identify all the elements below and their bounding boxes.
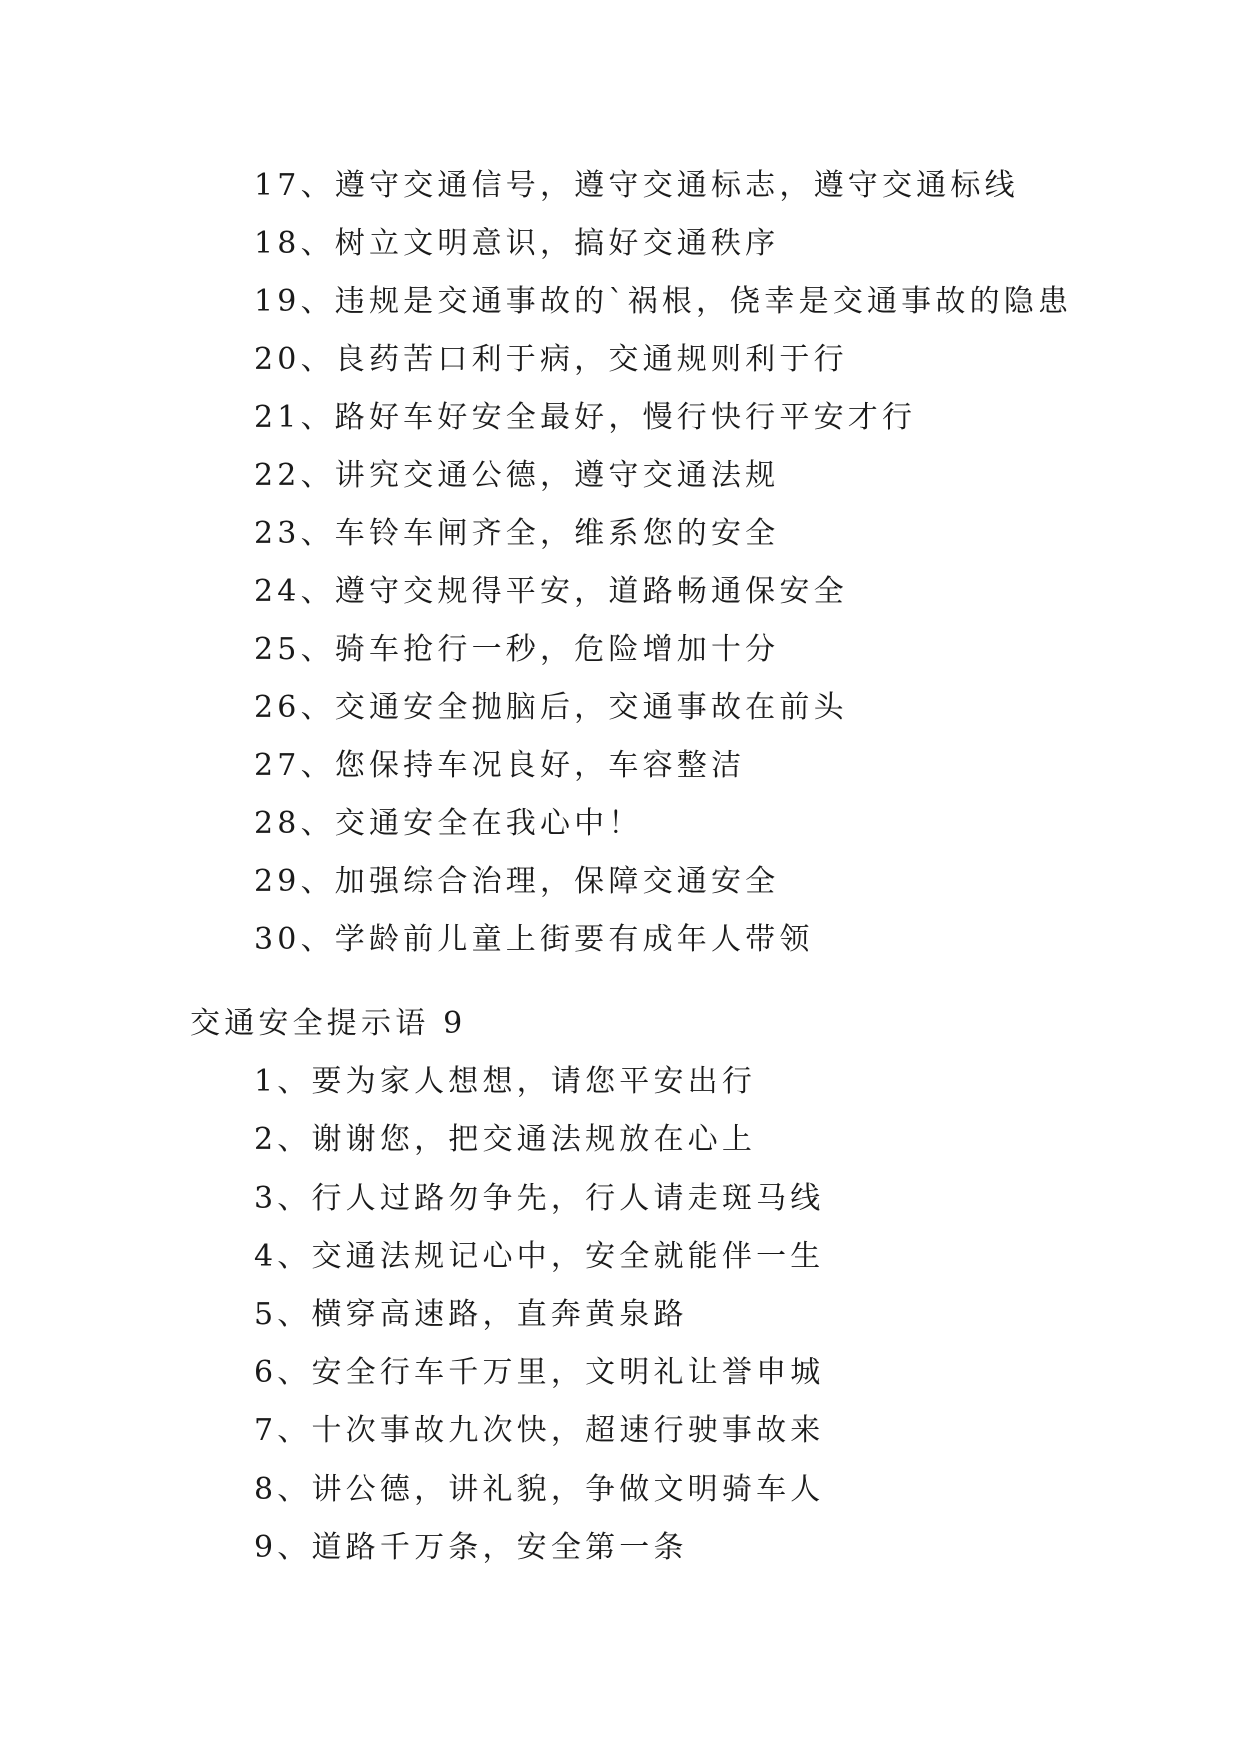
- slogan-item: 18、树立文明意识，搞好交通秩序: [254, 226, 780, 261]
- slogan-item: 8、讲公德，讲礼貌，争做文明骑车人: [254, 1471, 825, 1507]
- slogan-item: 6、安全行车千万里，文明礼让誉申城: [254, 1355, 825, 1391]
- slogan-item: 7、十次事故九次快，超速行驶事故来: [254, 1413, 825, 1449]
- slogan-item: 29、加强综合治理，保障交通安全: [254, 864, 780, 899]
- slogan-item: 5、横穿高速路，直奔黄泉路: [254, 1296, 688, 1332]
- slogan-section-9: [0, 995, 1241, 1577]
- slogan-item: 24、遵守交规得平安，道路畅通保安全: [254, 574, 848, 609]
- slogan-item: 9、道路千万条，安全第一条: [254, 1529, 688, 1565]
- slogan-item: 2、谢谢您，把交通法规放在心上: [254, 1122, 757, 1158]
- section-heading: 交通安全提示语 9: [190, 1006, 467, 1041]
- slogan-item: 19、违规是交通事故的`祸根，侥幸是交通事故的隐患: [254, 284, 1073, 319]
- slogan-item: 4、交通法规记心中，安全就能伴一生: [254, 1238, 825, 1274]
- slogan-item: 26、交通安全抛脑后，交通事故在前头: [254, 690, 848, 725]
- slogan-item: 20、良药苦口利于病，交通规则利于行: [254, 342, 848, 377]
- slogan-item: 17、遵守交通信号，遵守交通标志，遵守交通标线: [254, 168, 1019, 203]
- slogan-item: 3、行人过路勿争先，行人请走斑马线: [254, 1180, 825, 1216]
- slogan-item: 25、骑车抢行一秒，危险增加十分: [254, 632, 780, 667]
- slogan-item: 30、学龄前儿童上街要有成年人带领: [254, 922, 814, 957]
- slogan-item: 22、讲究交通公德，遵守交通法规: [254, 458, 780, 493]
- slogan-list-continued: [0, 157, 1241, 969]
- slogan-item: 28、交通安全在我心中！: [254, 806, 643, 841]
- slogan-item: 23、车铃车闸齐全，维系您的安全: [254, 516, 780, 551]
- slogan-item: 1、要为家人想想，请您平安出行: [254, 1064, 757, 1100]
- slogan-item: 27、您保持车况良好，车容整洁: [254, 748, 746, 783]
- slogan-item: 21、路好车好安全最好，慢行快行平安才行: [254, 400, 917, 435]
